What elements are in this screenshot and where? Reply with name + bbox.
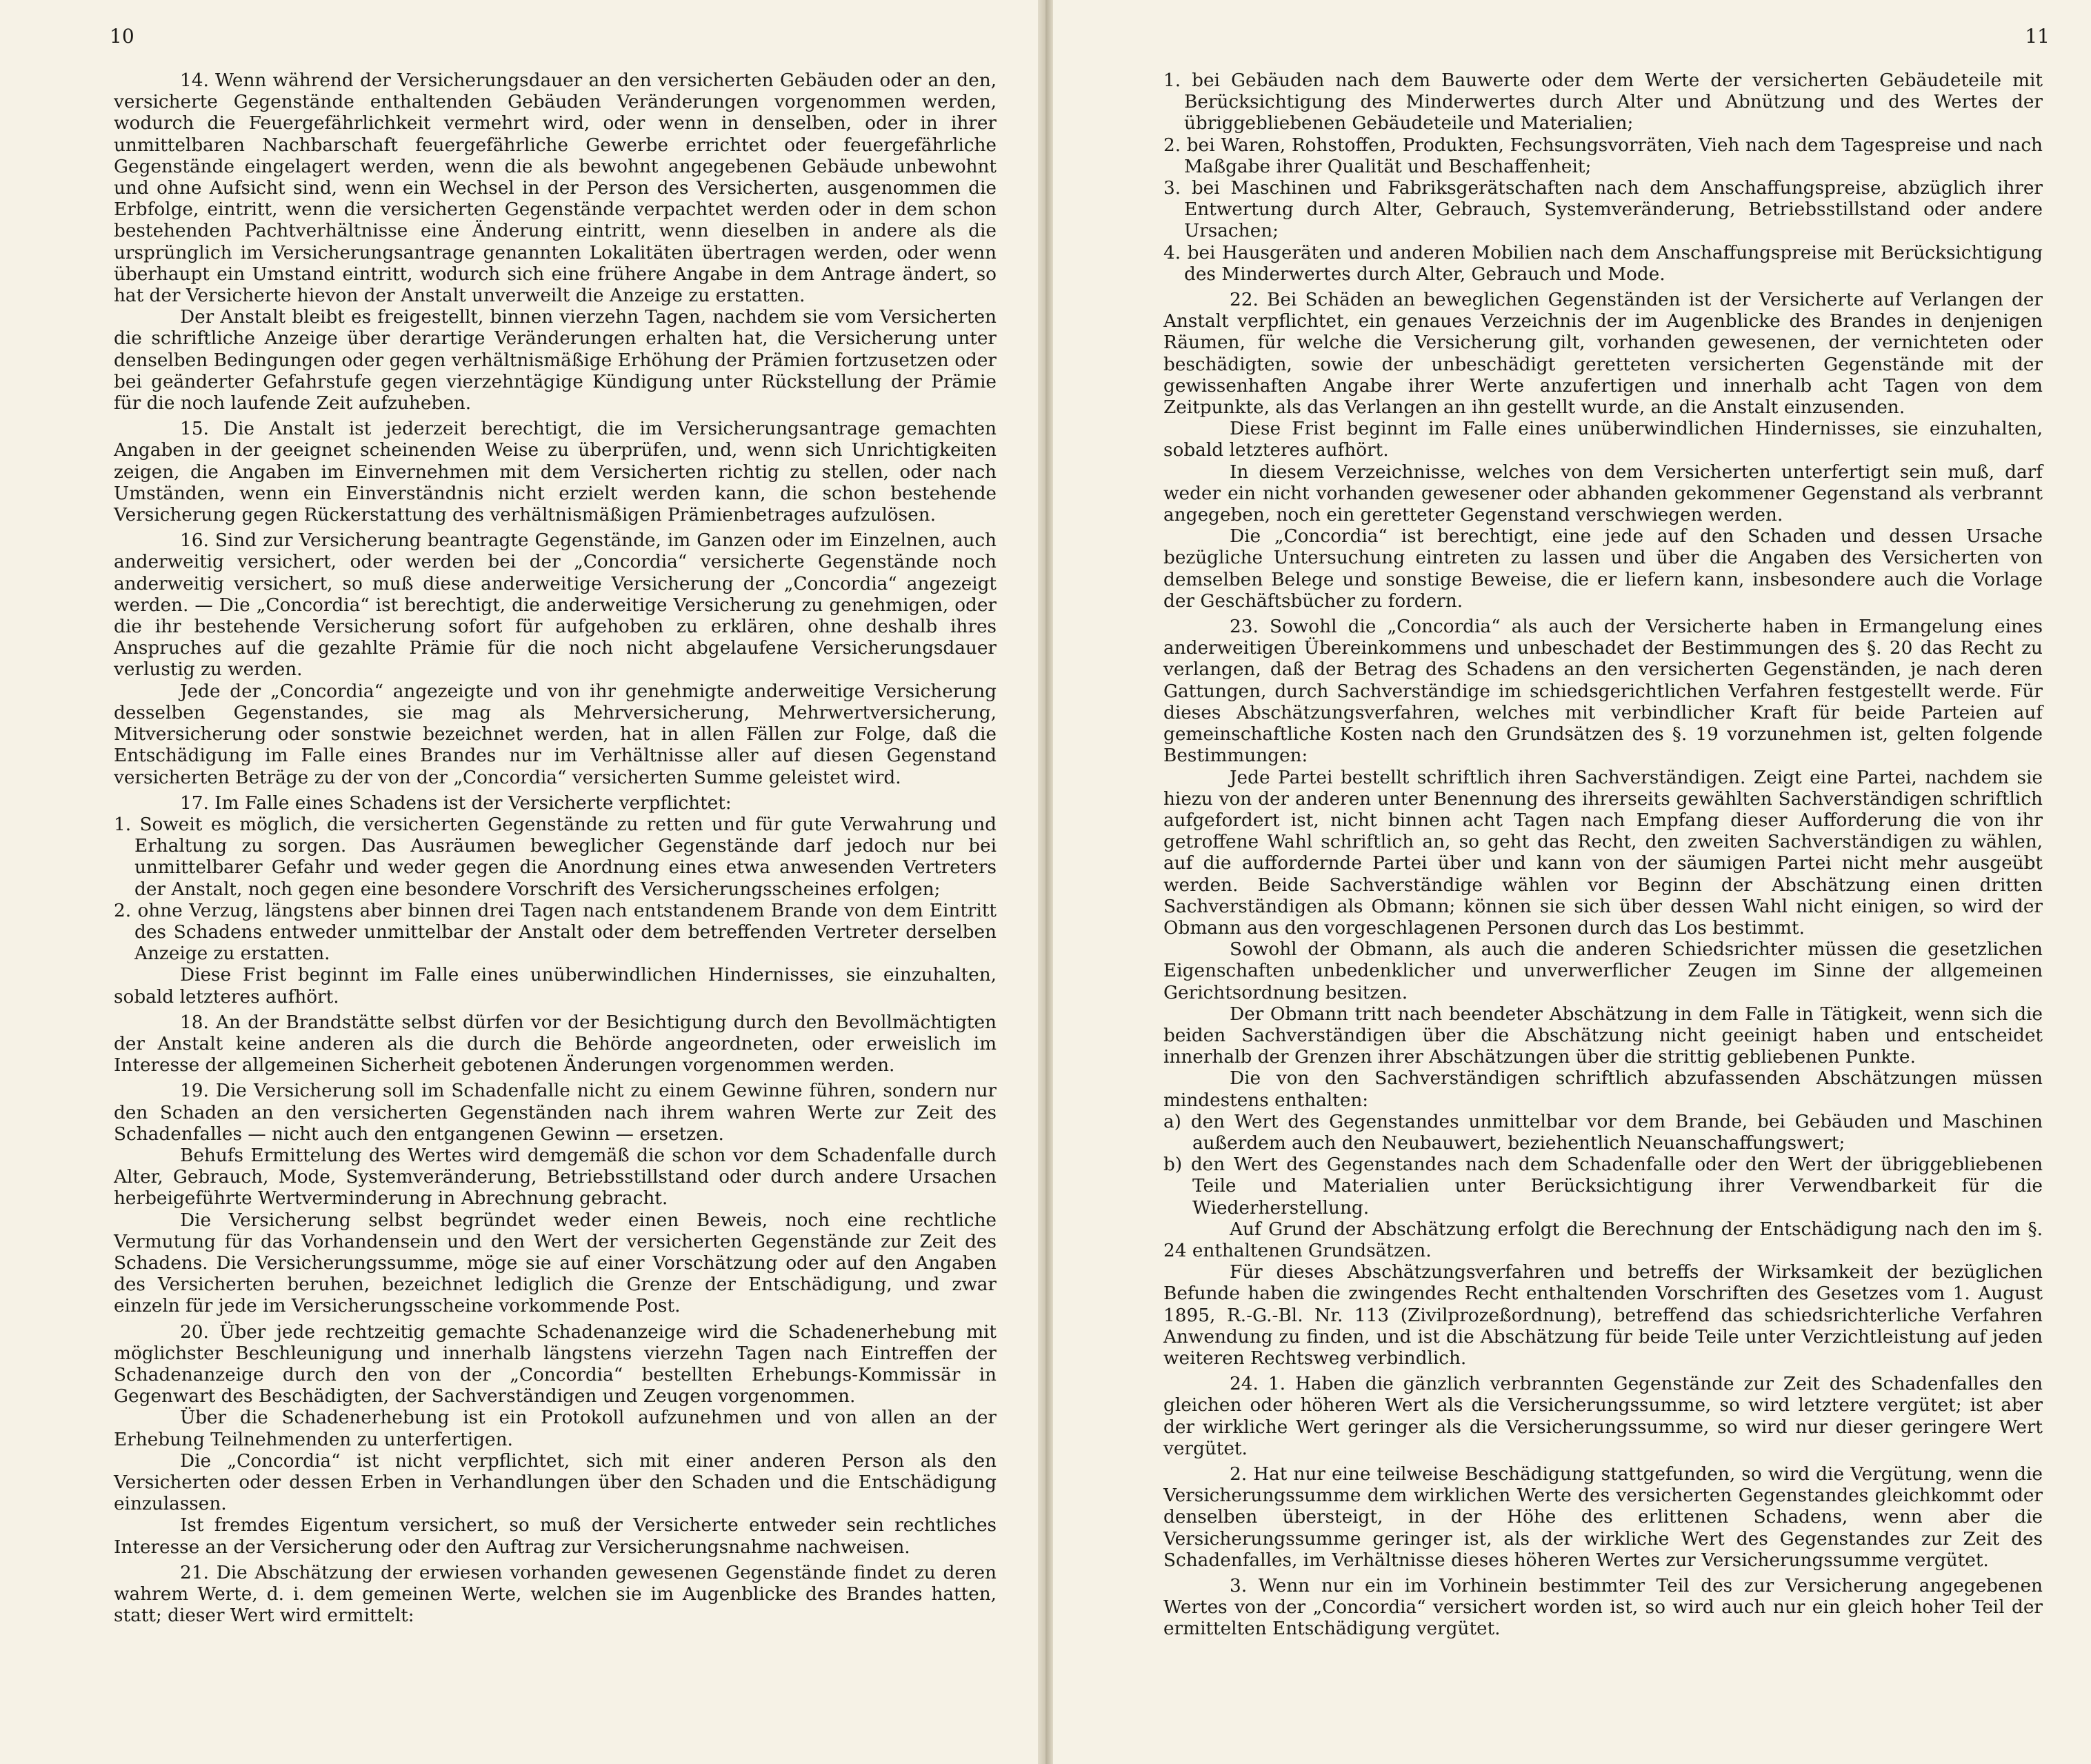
list-item: 2. ohne Verzug, längstens aber binnen drei Tagen nach entstandenem Brande von dem Eintritt des Schadens entweder unmittelbar der Anstalt oder dem betreffenden Vertreter derselben Anzeige zu erstatten. bbox=[114, 900, 997, 965]
page-number: 10 bbox=[110, 25, 134, 48]
paragraph: 22. Bei Schäden an beweglichen Gegenständen ist der Versicherte auf Verlangen der Anstalt verpflichtet, ein genaues Verzeichnis der im Augenblicke des Brandes in denjenigen Räumen, für welche die Versicherung gilt, vorhanden gewesenen, der vernichteten oder beschädigten, sowie der unbeschädigt geretteten versicherten Gegenstände mit der gewissenhaften Angabe ihrer Werte anzufertigen und innerhalb acht Tagen von dem Zeitpunkte, als das Verlangen an ihn gestellt wurde, an die Anstalt einzusenden. bbox=[1163, 290, 2043, 419]
paragraph: Behufs Ermittelung des Wertes wird demgemäß die schon vor dem Schadenfalle durch Alter, Gebrauch, Mode, Systemveränderung, Betriebsstillstand oder durch andere Ursachen herbeigeführte Wertverminderung in Abrechnung gebracht. bbox=[114, 1145, 997, 1210]
right-page bbox=[1053, 0, 2091, 1764]
paragraph: Die von den Sachverständigen schriftlich abzufassenden Abschätzungen müssen mindestens enthalten: bbox=[1163, 1068, 2043, 1111]
paragraph: Die „Concordia“ ist nicht verpflichtet, sich mit einer anderen Person als den Versicherten oder dessen Erben in Verhandlungen über den Schaden und die Entschädigung einzulassen. bbox=[114, 1450, 997, 1515]
paragraph: Die „Concordia“ ist berechtigt, eine jede auf den Schaden und dessen Ursache bezügliche Untersuchung eintreten zu lassen und über die Angaben des Versicherten von demselben Belege und sonstige Beweise, die er liefern kann, insbesondere auch die Vorlage der Geschäftsbücher zu fordern. bbox=[1163, 526, 2043, 612]
list-item: 4. bei Hausgeräten und anderen Mobilien nach dem Anschaffungspreise mit Berücksichtigung des Minderwertes durch Alter, Gebrauch und Mode. bbox=[1163, 242, 2043, 285]
page-body bbox=[114, 70, 997, 1627]
page-body bbox=[1163, 70, 2043, 1641]
paragraph: Sowohl der Obmann, als auch die anderen Schiedsrichter müssen die gesetzlichen Eigenschaften unbedenklicher und unverwerflicher Zeugen im Sinne der allgemeinen Gerichtsordnung besitzen. bbox=[1163, 939, 2043, 1003]
paragraph: 24. 1. Haben die gänzlich verbrannten Gegenstände zur Zeit des Schadenfalles den gleichen oder höheren Wert als die Versicherungssumme, so wird letztere vergütet; ist aber der wirkliche Wert geringer als die Versicherungssumme, so wird nur dieser geringere Wert vergütet. bbox=[1163, 1374, 2043, 1459]
paragraph: Über die Schadenerhebung ist ein Protokoll aufzunehmen und von allen an der Erhebung Teilnehmenden zu unterfertigen. bbox=[114, 1407, 997, 1450]
paragraph: Die Versicherung selbst begründet weder einen Beweis, noch eine rechtliche Vermutung für das Vorhandensein und den Wert der versicherten Gegenstände zur Zeit des Schadens. Die Versicherungssumme, möge sie auf einer Vorschätzung oder auf den Angaben des Versicherten beruhen, bezeichnet lediglich die Grenze der Entschädigung, und zwar einzeln für jede im Versicherungsscheine vorkommende Post. bbox=[114, 1210, 997, 1317]
paragraph: Für dieses Abschätzungsverfahren und betreffs der Wirksamkeit der bezüglichen Befunde haben die zwingendes Recht enthaltenden Vorschriften des Gesetzes vom 1. August 1895, R.-G.-Bl. Nr. 113 (Zivilprozeßordnung), betreffend das schiedsrichterliche Verfahren Anwendung zu finden, und ist die Abschätzung für beide Teile unter Verzichtleistung auf jeden weiteren Rechtsweg verbindlich. bbox=[1163, 1262, 2043, 1369]
book-gutter bbox=[1038, 0, 1053, 1764]
paragraph: Diese Frist beginnt im Falle eines unüberwindlichen Hindernisses, sie einzuhalten, sobald letzteres aufhört. bbox=[114, 965, 997, 1008]
paragraph: 23. Sowohl die „Concordia“ als auch der Versicherte haben in Ermangelung eines anderweitigen Übereinkommens und unbeschadet der Bestimmungen des §. 20 das Recht zu verlangen, daß der Betrag des Schadens an den versicherten Gegenständen, je nach deren Gattungen, durch Sachverständige im schiedsgerichtlichen Verfahren festgestellt werde. Für dieses Abschätzungsverfahren, welches mit verbindlicher Kraft für beide Parteien auf gemeinschaftliche Kosten nach den Grundsätzen des §. 19 vorzunehmen ist, gelten folgende Bestimmungen: bbox=[1163, 617, 2043, 767]
paragraph: 16. Sind zur Versicherung beantragte Gegenstände, im Ganzen oder im Einzelnen, auch anderweitig versichert, oder werden bei der „Concordia“ versicherte Gegenstände noch anderweitig versichert, so muß diese anderweitige Versicherung der „Concordia“ angezeigt werden. — Die „Concordia“ ist berechtigt, die anderweitige Versicherung zu genehmigen, oder die ihr bestehende Versicherung sofort für aufgehoben zu erklären, ohne deshalb ihres Anspruches auf die gezahlte Prämie für die noch nicht abgelaufene Versicherungsdauer verlustig zu werden. bbox=[114, 530, 997, 681]
list-item: 1. bei Gebäuden nach dem Bauwerte oder dem Werte der versicherten Gebäudeteile mit Berücksichtigung des Minderwertes durch Alter und Abnützung und des Wertes der übriggebliebenen Gebäudeteile und Materialien; bbox=[1163, 70, 2043, 134]
list-item: 1. Soweit es möglich, die versicherten Gegenstände zu retten und für gute Verwahrung und Erhaltung zu sorgen. Das Ausräumen beweglicher Gegenstände darf jedoch nur bei unmittelbarer Gefahr und weder gegen die Anordnung eines etwa anwesenden Vertreters der Anstalt, noch gegen eine besondere Vorschrift des Versicherungsscheines erfolgen; bbox=[114, 814, 997, 900]
paragraph: 18. An der Brandstätte selbst dürfen vor der Besichtigung durch den Bevollmächtigten der Anstalt keine anderen als die durch die Behörde angeordneten, oder erweislich im Interesse der allgemeinen Sicherheit gebotenen Änderungen vorgenommen werden. bbox=[114, 1012, 997, 1076]
paragraph: 19. Die Versicherung soll im Schadenfalle nicht zu einem Gewinne führen, sondern nur den Schaden an den versicherten Gegenständen nach ihrem wahren Werte zur Zeit des Schadenfalles — nicht auch den entgangenen Gewinn — ersetzen. bbox=[114, 1081, 997, 1145]
list-item: 2. bei Waren, Rohstoffen, Produkten, Fechsungsvorräten, Vieh nach dem Tagespreise und nach Maßgabe ihrer Qualität und Beschaffenheit; bbox=[1163, 134, 2043, 177]
paragraph: 20. Über jede rechtzeitig gemachte Schadenanzeige wird die Schadenerhebung mit möglichster Beschleunigung und innerhalb längstens vierzehn Tagen nach Eintreffen der Schadenanzeige durch den von der „Concordia“ bestellten Erhebungs-Kommissär in Gegenwart des Beschädigten, der Sachverständigen und Zeugen vorgenommen. bbox=[114, 1321, 997, 1407]
paragraph: Diese Frist beginnt im Falle eines unüberwindlichen Hindernisses, sie einzuhalten, sobald letzteres aufhört. bbox=[1163, 419, 2043, 461]
paragraph: Auf Grund der Abschätzung erfolgt die Berechnung der Entschädigung nach den im §. 24 enthaltenen Grundsätzen. bbox=[1163, 1219, 2043, 1261]
paragraph: In diesem Verzeichnisse, welches von dem Versicherten unterfertigt sein muß, darf weder ein nicht vorhanden gewesener oder abhanden gekommener Gegenstand als verbrannt angegeben, noch ein geretteter Gegenstand verschwiegen werden. bbox=[1163, 461, 2043, 526]
paragraph: 15. Die Anstalt ist jederzeit berechtigt, die im Versicherungsantrage gemachten Angaben in der geeignet scheinenden Weise zu überprüfen, und, wenn sich Unrichtigkeiten zeigen, die Angaben im Einvernehmen mit dem Versicherten richtig zu stellen, oder nach Umständen, wenn ein Einverständnis nicht erzielt werden kann, die schon bestehende Versicherung gegen Rückerstattung des verhältnismäßigen Prämienbetrages aufzulösen. bbox=[114, 419, 997, 526]
page-number: 11 bbox=[2025, 25, 2050, 48]
paragraph: Der Anstalt bleibt es freigestellt, binnen vierzehn Tagen, nachdem sie vom Versicherten die schriftliche Anzeige über derartige Veränderungen erhalten hat, die Versicherung unter denselben Bedingungen oder gegen verhältnismäßige Erhöhung der Prämien fortzusetzen oder bei geänderter Gefahrstufe gegen vierzehntägige Kündigung unter Rückstellung der Prämie für die noch laufende Zeit aufzuheben. bbox=[114, 307, 997, 414]
paragraph: 3. Wenn nur ein im Vorhinein bestimmter Teil des zur Versicherung angegebenen Wertes von der „Concordia“ versichert worden ist, so wird auch nur ein gleich hoher Teil der ermittelten Entschädigung vergütet. bbox=[1163, 1576, 2043, 1640]
paragraph: Jede der „Concordia“ angezeigte und von ihr genehmigte anderweitige Versicherung desselben Gegenstandes, sie mag als Mehrversicherung, Mehrwertversicherung, Mitversicherung oder sonstwie bezeichnet werden, hat in allen Fällen zur Folge, daß die Entschädigung im Falle eines Brandes nur im Verhältnisse aller auf diesen Gegenstand versicherten Beträge zu der von der „Concordia“ versicherten Summe geleistet wird. bbox=[114, 681, 997, 788]
paragraph: Ist fremdes Eigentum versichert, so muß der Versicherte entweder sein rechtliches Interesse an der Versicherung oder den Auftrag zur Versicherungsnahme nachweisen. bbox=[114, 1515, 997, 1558]
left-page bbox=[0, 0, 1038, 1764]
paragraph: 14. Wenn während der Versicherungsdauer an den versicherten Gebäuden oder an den, versicherte Gegenstände enthaltenden Gebäuden Veränderungen vorgenommen werden, wodurch die Feuergefährlichkeit vermehrt wird, oder wenn in denselben, oder in ihrer unmittelbaren Nachbarschaft feuergefährliche Gewerbe errichtet oder feuergefährliche Gegenstände eingelagert werden, wenn die als bewohnt angegebenen Gebäude unbewohnt und ohne Aufsicht sind, wenn ein Wechsel in der Person des Versicherten, ausgenommen die Erbfolge, eintritt, wenn die versicherten Gegenstände verpachtet werden oder in dem schon bestehenden Pachtverhältnisse eine Änderung eintritt, wenn dieselben in andere als die ursprünglich im Versicherungsantrage genannten Lokalitäten übertragen werden, oder wenn überhaupt ein Umstand eintritt, wodurch sich eine frühere Angabe in dem Antrage ändert, so hat der Versicherte hievon der Anstalt unverweilt die Anzeige zu erstatten. bbox=[114, 70, 997, 307]
list-item: b) den Wert des Gegenstandes nach dem Schadenfalle oder den Wert der übriggebliebenen Teile und Materialien unter Berücksichtigung ihrer Verwendbarkeit für die Wiederherstellung. bbox=[1163, 1154, 2043, 1219]
paragraph: Der Obmann tritt nach beendeter Abschätzung in dem Falle in Tätigkeit, wenn sich die beiden Sachverständigen über die Abschätzung nicht geeinigt haben und entscheidet innerhalb der Grenzen ihrer Abschätzungen über die strittig gebliebenen Punkte. bbox=[1163, 1003, 2043, 1068]
paragraph: 2. Hat nur eine teilweise Beschädigung stattgefunden, so wird die Vergütung, wenn die Versicherungssumme dem wirklichen Werte des versicherten Gegenstandes gleichkommt oder denselben übersteigt, in der Höhe des erlittenen Schadens, wenn aber die Versicherungssumme geringer ist, als der wirkliche Wert des Gegenstandes zur Zeit des Schadenfalles, im Verhältnisse dieses höheren Wertes zur Versicherungssumme vergütet. bbox=[1163, 1464, 2043, 1571]
list-item: 3. bei Maschinen und Fabriksgerätschaften nach dem Anschaffungspreise, abzüglich ihrer Entwertung durch Alter, Gebrauch, Systemveränderung, Betriebsstillstand oder andere Ursachen; bbox=[1163, 178, 2043, 242]
paragraph: 21. Die Abschätzung der erwiesen vorhanden gewesenen Gegenstände findet zu deren wahrem Werte, d. i. dem gemeinen Werte, welchen sie im Augenblicke des Brandes hatten, statt; dieser Wert wird ermittelt: bbox=[114, 1562, 997, 1627]
paragraph: 17. Im Falle eines Schadens ist der Versicherte verpflichtet: bbox=[180, 792, 732, 814]
list-item: a) den Wert des Gegenstandes unmittelbar vor dem Brande, bei Gebäuden und Maschinen außerdem auch den Neubauwert, beziehentlich Neuanschaffungswert; bbox=[1163, 1111, 2043, 1154]
paragraph: Jede Partei bestellt schriftlich ihren Sachverständigen. Zeigt eine Partei, nachdem sie hiezu von der anderen unter Benennung des ihrerseits gewählten Sachverständigen schriftlich aufgefordert ist, nicht binnen acht Tagen nach Empfang dieser Aufforderung die von ihr getroffene Wahl schriftlich an, so geht das Recht, den zweiten Sachverständigen zu wählen, auf die auffordernde Partei über und kann von der säumigen Partei nicht mehr ausgeübt werden. Beide Sachverständige wählen vor Beginn der Abschätzung einen dritten Sachverständigen als Obmann; können sie sich über dessen Wahl nicht einigen, so wird der Obmann aus den vorgeschlagenen Personen durch das Los bestimmt. bbox=[1163, 767, 2043, 939]
